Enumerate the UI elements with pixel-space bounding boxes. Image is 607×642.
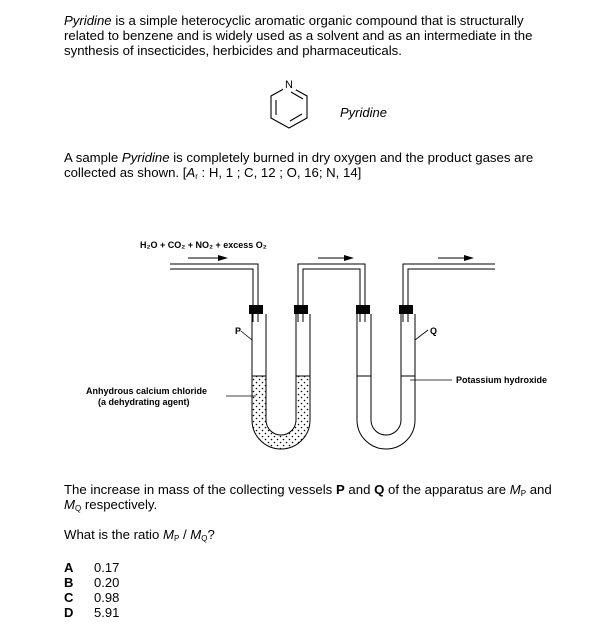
ratio-question: [64, 527, 564, 542]
ar-sub: r: [195, 172, 198, 181]
option-value: 5.91: [94, 605, 120, 620]
question-and: and: [344, 482, 375, 497]
ratio-m2: M: [190, 527, 202, 542]
vessel-p-label: P: [235, 326, 242, 336]
vessel-q-pointer: [415, 330, 428, 340]
u-tube-q: [357, 314, 415, 449]
intro-term: Pyridine: [64, 13, 112, 28]
stopper-1: [249, 305, 263, 314]
question-post: respectively.: [81, 497, 158, 512]
nitrogen-atom: N: [285, 79, 293, 91]
u-tube-p-fill: [252, 376, 310, 449]
sample-masses: : H, 1 ; C, 12 ; O, 16; N, 14]: [197, 165, 362, 180]
ratio-sep: /: [179, 527, 191, 542]
question-sub-p: P: [520, 489, 527, 498]
question-and2: and: [526, 482, 552, 497]
flow-arrow-2: [318, 255, 354, 261]
option-letter: B: [64, 575, 74, 590]
ratio-m1: M: [162, 527, 174, 542]
inlet-tube: [170, 264, 258, 322]
gas-label: H₂O + CO₂ + NO₂ + excess O₂: [140, 240, 267, 250]
option-value: 0.20: [94, 575, 120, 590]
outlet-tube: [403, 264, 495, 322]
reagent-left-line2: (a dehydrating agent): [98, 397, 190, 407]
ratio-sub1: P: [173, 534, 180, 543]
connector-tube-1: [298, 264, 365, 322]
reagent-right-label: Potassium hydroxide: [456, 375, 548, 385]
vessel-q-label: Q: [430, 326, 438, 336]
sample-pre: A sample: [64, 150, 122, 165]
ratio-pre: What is the ratio: [64, 527, 163, 542]
intro-text: is a simple heterocyclic aromatic organic compound that is structurally related to benzene and is widely used as a solvent and as an intermediate in the synthesis of insecticides, herbicides and pharmaceuticals.: [64, 13, 533, 58]
question-pre: The increase in mass of the collecting vessels: [64, 482, 336, 497]
vessel-p-pointer: [241, 331, 252, 340]
question-m2: M: [64, 497, 75, 512]
flow-arrow-1: [188, 255, 228, 261]
ratio-post: ?: [207, 527, 215, 542]
option-letter: C: [64, 590, 74, 605]
sample-term: Pyridine: [121, 150, 170, 165]
ar-symbol: A: [186, 165, 196, 180]
question-paragraph: [64, 482, 564, 512]
stopper-4: [399, 305, 413, 314]
question-sub-q: Q: [75, 504, 82, 513]
option-letter: D: [64, 605, 74, 620]
question-q: Q: [374, 482, 385, 497]
option-b[interactable]: [64, 575, 119, 590]
option-d[interactable]: [64, 605, 119, 620]
question-mid: of the apparatus are: [384, 482, 510, 497]
question-m1: M: [509, 482, 521, 497]
reagent-left-line1: Anhydrous calcium chloride: [86, 386, 208, 396]
option-letter: A: [64, 560, 74, 575]
sample-mid: is completely burned in dry oxygen and the product gases are collected as shown. [: [64, 150, 534, 180]
stopper-2: [294, 305, 308, 314]
stopper-3: [356, 305, 370, 314]
question-p: P: [335, 482, 345, 497]
flow-arrow-3: [438, 255, 474, 261]
option-value: 0.17: [94, 560, 120, 575]
molecule-name: Pyridine: [340, 105, 387, 120]
option-value: 0.98: [94, 590, 120, 605]
ratio-sub2: Q: [201, 534, 208, 543]
option-c[interactable]: [64, 590, 119, 605]
answer-options: [64, 560, 119, 620]
option-a[interactable]: [64, 560, 119, 575]
